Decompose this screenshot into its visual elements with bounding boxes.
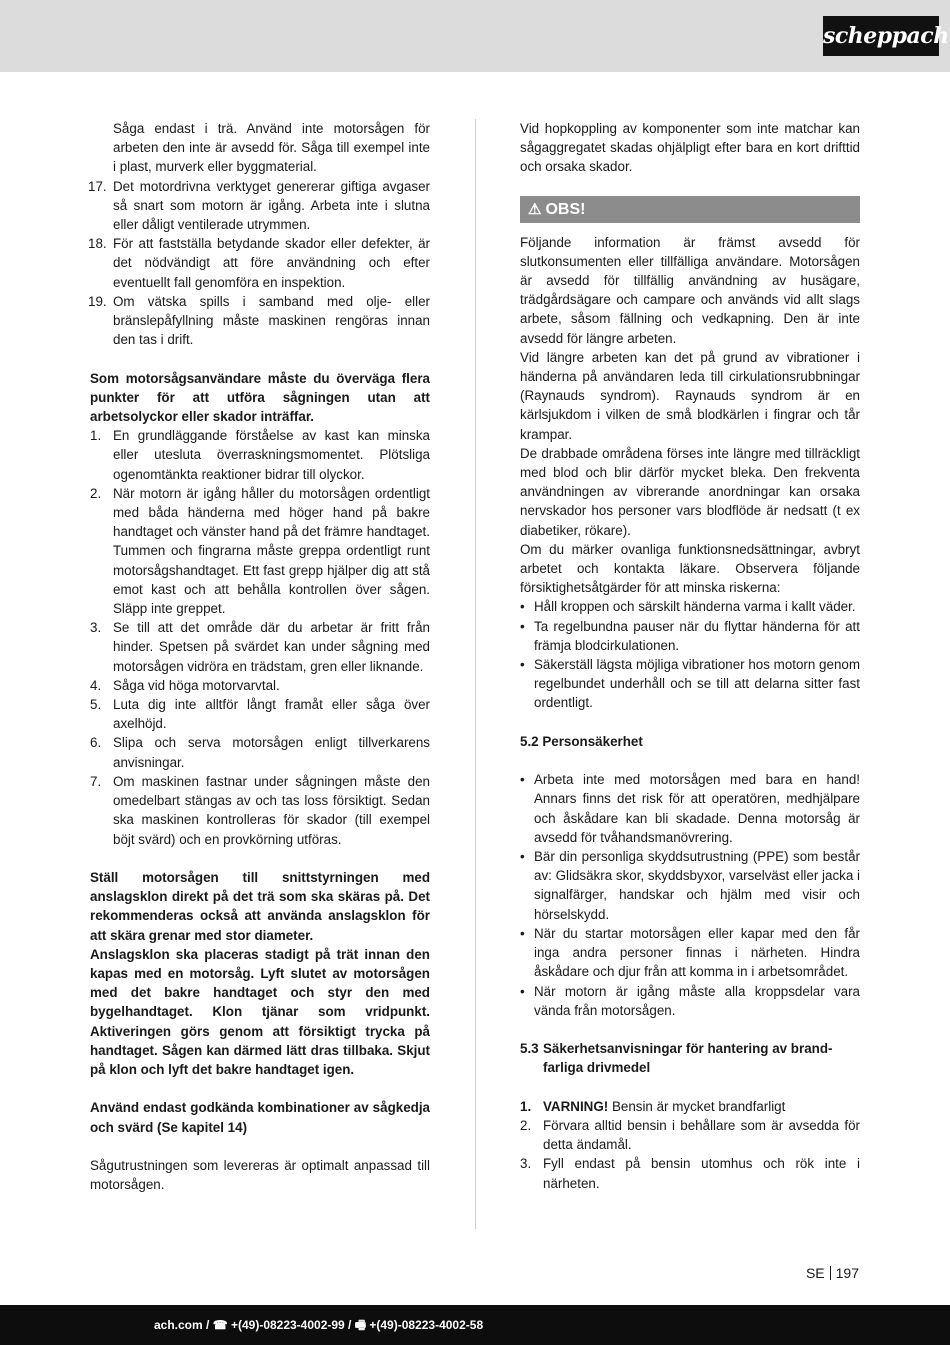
list-item bbox=[520, 847, 860, 924]
bold-paragraph: Ställ motorsågen till snittstyrningen med anslagsklon direkt på det trä som ska skäras på. Det rekommenderas också att använda anslagsklon för att skära grenar med stor diameter. bbox=[90, 869, 430, 943]
item-number: 4. bbox=[90, 677, 102, 693]
warning-triangle-icon: ⚠ bbox=[528, 200, 542, 218]
contact-info: ach.com / ☎ +(49)-08223-4002-99 / 🖷 +(49)-08223-4002-58 bbox=[154, 1318, 484, 1332]
item-number: 2. bbox=[520, 1117, 532, 1133]
right-column bbox=[520, 119, 860, 1193]
paragraph: Vid hopkoppling av komponenter som inte matchar kan sågaggregatet skadas ohjälpligt efter bara en kort drifttid och orsaka skador. bbox=[520, 121, 860, 175]
item-text: Bär din personliga skyddsutrustning (PPE) som består av: Glidsäkra skor, skyddsbyxor, varselväst eller jacka i signalfärger, handskar och hjälm med visir och hörselskydd. bbox=[534, 849, 860, 922]
list-item bbox=[90, 772, 430, 849]
list-item bbox=[90, 234, 430, 292]
numbered-list bbox=[90, 177, 430, 350]
item-text: Säkerställ lägsta möjliga vibrationer hos motorn genom regelbundet underhåll och se till att delarna sitter fast ordentligt. bbox=[534, 657, 860, 711]
item-text: Ta regelbundna pauser när du flyttar händerna för att främja blodcirkulationen. bbox=[534, 618, 860, 653]
column-divider bbox=[475, 119, 476, 1229]
section-title-line: farliga drivmedel bbox=[543, 1060, 651, 1076]
list-item bbox=[90, 695, 430, 733]
item-text: Slipa och serva motorsågen enligt tillverkarens anvisningar. bbox=[113, 735, 430, 770]
item-number: 3. bbox=[90, 620, 102, 636]
item-number: 2. bbox=[90, 485, 102, 501]
obs-label: OBS! bbox=[545, 200, 586, 218]
page-number-value: 197 bbox=[835, 1265, 859, 1281]
item-text: Om maskinen fastnar under sågningen måste den omedelbart stängas av och tas loss försiktigt. Sedan ska maskinen kontrolleras för skador (till exempel böjt svärd) och en provkörning utföras. bbox=[113, 773, 430, 847]
paragraph: Följande information är främst avsedd för slutkonsumenten eller tillfälliga användare. Motorsågen är avsedd för tillfällig användning av husägare, trädgårdsägare och campare och används vid allt slags arbete, såsom fällning och vedkapning. Den är inte avsedd för längre arbeten. bbox=[520, 234, 860, 346]
section-title-line: Säkerhetsanvisningar för hantering av brand- bbox=[543, 1041, 833, 1057]
item-number: 5. bbox=[90, 697, 102, 713]
bold-heading: Som motorsågsanvändare måste du överväga flera punkter för att utföra sågningen utan att arbetsolyckor eller skador inträffar. bbox=[90, 370, 430, 425]
brand-logo: scheppach bbox=[823, 16, 939, 56]
footer-bar bbox=[0, 1305, 950, 1345]
language-code: SE bbox=[805, 1265, 825, 1281]
bullet-icon: • bbox=[520, 925, 525, 941]
paragraph: Vid längre arbeten kan det på grund av vibrationer i händerna på användaren leda till cirkulationsrubbningar (Raynauds syndrom). Raynauds syndrom är en kärlsjukdom i vilken de små blodkärlen i fingrar och tår krampar. bbox=[520, 349, 860, 442]
list-item bbox=[90, 426, 430, 484]
paragraph: Om du märker ovanliga funktionsnedsättningar, avbryt arbetet och kontakta läkare. Observera följande försiktighetsåtgärder för att minska riskerna: bbox=[520, 541, 860, 596]
item-text: Luta dig inte alltför långt framåt eller såga över axelhöjd. bbox=[113, 697, 430, 732]
paragraph: De drabbade områdena förses inte längre med tillräckligt med blod och blir därför mycket bleka. Den frekventa användningen av vibrerande anordningar kan orsaka nervskador hos personer vars blodflöde är nedsatt (t ex diabetiker, rökare). bbox=[520, 445, 860, 538]
numbered-list bbox=[520, 1097, 860, 1193]
item-text: Håll kroppen och särskilt händerna varma i kallt väder. bbox=[534, 599, 856, 615]
list-item bbox=[520, 770, 860, 847]
item-text: När motorn är igång måste alla kroppsdelar vara vända från motorsågen. bbox=[534, 983, 860, 1018]
item-number: 1. bbox=[90, 428, 102, 444]
bullet-list bbox=[520, 597, 860, 712]
header-bar bbox=[0, 0, 950, 72]
item-number: 17. bbox=[88, 178, 107, 194]
section-heading: 5.2 Personsäkerhet bbox=[520, 733, 643, 749]
left-column bbox=[90, 119, 430, 1194]
item-number: 6. bbox=[90, 735, 102, 751]
item-text: Bensin är mycket brandfarligt bbox=[608, 1098, 786, 1114]
list-item bbox=[520, 597, 860, 616]
list-item bbox=[90, 733, 430, 771]
bold-paragraph: Anslagsklon ska placeras stadigt på trät innan den kapas med en motorsåg. Lyft slutet av motorsågen med det bakre handtaget och styr den med bygelhandtaget. Klon tjänar som vridpunkt. Aktiveringen görs genom att försiktigt trycka på handtaget. Sågen kan därmed lätt dras tillbaka. Skjut på klon och lyft det bakre handtaget igen. bbox=[90, 946, 430, 1077]
bullet-icon: • bbox=[520, 618, 525, 634]
list-item bbox=[520, 655, 860, 713]
item-text: Förvara alltid bensin i behållare som är avsedda för detta ändamål. bbox=[543, 1117, 860, 1153]
bullet-list bbox=[520, 770, 860, 1020]
list-item bbox=[90, 484, 430, 618]
list-item bbox=[520, 982, 860, 1020]
paragraph: Sågutrustningen som levereras är optimalt anpassad till motorsågen. bbox=[90, 1157, 430, 1193]
numbered-list bbox=[90, 426, 430, 848]
list-item bbox=[90, 177, 430, 235]
section-number: 5.3 bbox=[520, 1041, 539, 1057]
list-item bbox=[520, 617, 860, 655]
item-text: Fyll endast på bensin utomhus och rök inte i närheten. bbox=[543, 1156, 860, 1191]
item-text: För att fastställa betydande skador eller defekter, är det nödvändigt att före användning och efter eventuellt fall genomföra en inspektion. bbox=[113, 236, 430, 290]
item-text: Om vätska spills i samband med olje- eller bränslepåfyllning måste maskinen rengöras innan den tas i drift. bbox=[113, 293, 430, 348]
list-item bbox=[520, 1116, 860, 1154]
list-item bbox=[520, 1097, 860, 1116]
warning-label: VARNING! bbox=[543, 1098, 609, 1114]
item-text: Arbeta inte med motorsågen med bara en hand! Annars finns det risk för att operatören, medhjälpare och åskådare kan bli skadade. Denna motorsåg är avsedd för tvåhandsmanövrering. bbox=[534, 772, 860, 845]
list-item bbox=[90, 676, 430, 695]
bullet-icon: • bbox=[520, 772, 525, 788]
item-number: 18. bbox=[88, 236, 107, 252]
bullet-icon: • bbox=[520, 599, 525, 615]
section-heading bbox=[520, 1039, 860, 1077]
list-item bbox=[90, 618, 430, 676]
bullet-icon: • bbox=[520, 983, 525, 999]
item-text: En grundläggande förståelse av kast kan minska eller utesluta överraskningsmomentet. Plötsliga ogenomtänkta reaktioner bidrar till olyckor. bbox=[113, 428, 430, 482]
obs-banner bbox=[520, 196, 860, 223]
item-number: 1. bbox=[520, 1098, 532, 1114]
list-item bbox=[520, 1154, 860, 1192]
item-number: 7. bbox=[90, 773, 102, 789]
bullet-icon: • bbox=[520, 849, 525, 865]
item-text: Se till att det område där du arbetar är fritt från hinder. Spetsen på svärdet kan under sågning med motorsågen vidröra en trädstam, gren eller liknande. bbox=[113, 620, 430, 674]
item-text: När motorn är igång håller du motorsågen ordentligt med båda händerna med höger hand på bakre handtaget och vänster hand på det främre handtaget. Tummen och fingrarna måste greppa ordentligt runt motorsågshandtaget. Ett fast grepp hjälper dig att stå emot kast och att behålla kontrollen över sågen. Släpp inte greppet. bbox=[113, 485, 430, 617]
list-item bbox=[520, 924, 860, 982]
item-number: 3. bbox=[520, 1156, 532, 1172]
list-item bbox=[90, 292, 430, 350]
item-text: Såga vid höga motorvarvtal. bbox=[113, 677, 280, 693]
paragraph: Såga endast i trä. Använd inte motorsågen för arbeten den inte är avsedd för. Såga till exempel inte i plast, murverk eller byggmaterial. bbox=[113, 121, 430, 175]
page-number bbox=[806, 1264, 859, 1283]
item-number: 19. bbox=[88, 293, 107, 309]
item-text: När du startar motorsågen eller kapar med den får inga andra personer finnas i närheten. Hindra åskådare och djur från att komma in i arbetsområdet. bbox=[534, 925, 860, 980]
bullet-icon: • bbox=[520, 657, 525, 673]
bold-paragraph: Använd endast godkända kombinationer av sågkedja och svärd (Se kapitel 14) bbox=[90, 1100, 430, 1135]
item-text: Det motordrivna verktyget genererar giftiga avgaser så snart som motorn är igång. Arbeta inte i slutna eller dåligt ventilerade utrymmen. bbox=[113, 178, 430, 233]
